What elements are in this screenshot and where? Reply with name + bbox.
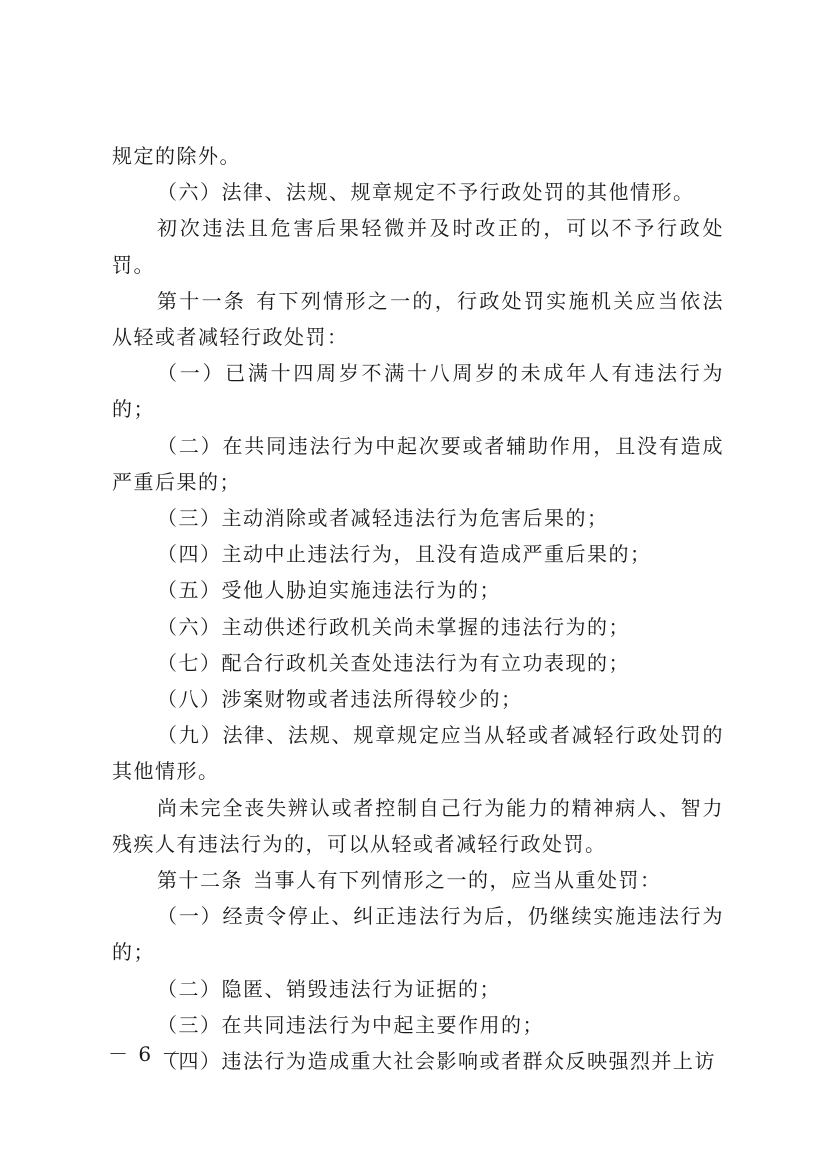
paragraph-first-offense: 初次违法且危害后果轻微并及时改正的，可以不予行政处罚。 bbox=[112, 216, 724, 277]
list-item-6: （六）法律、法规、规章规定不予行政处罚的其他情形。 bbox=[157, 180, 695, 205]
article-11-item-3: （三）主动消除或者减轻违法行为危害后果的； bbox=[157, 506, 609, 531]
article-12-text: 当事人有下列情形之一的，应当从重处罚： bbox=[253, 868, 662, 893]
article-11-heading: 第十一条 bbox=[157, 288, 247, 313]
article-11-item-4: （四）主动中止违法行为，且没有造成严重后果的； bbox=[157, 542, 652, 567]
article-12-item-2: （二）隐匿、销毁违法行为证据的； bbox=[157, 976, 501, 1001]
article-12-heading: 第十二条 bbox=[157, 868, 243, 893]
article-12-item-3: （三）在共同违法行为中起主要作用的； bbox=[157, 1012, 544, 1037]
article-11-item-8: （八）涉案财物或者违法所得较少的； bbox=[157, 687, 523, 712]
article-11-item-9: （九）法律、法规、规章规定应当从轻或者减轻行政处罚的其他情形。 bbox=[112, 723, 724, 784]
paragraph-continuation: 规定的除外。 bbox=[112, 144, 241, 168]
paragraph-mental-illness: 尚未完全丧失辨认或者控制自己行为能力的精神病人、智力残疾人有违法行为的，可以从轻或者减轻行政处罚。 bbox=[112, 795, 724, 856]
article-11-text: 有下列情形之一的，行政处罚实施机关应当依法从轻或者减轻行政处罚： bbox=[112, 288, 724, 350]
article-11 bbox=[112, 283, 724, 355]
article-12-item-4: （四）违法行为造成重大社会影响或者群众反映强烈并上访 bbox=[157, 1049, 716, 1074]
article-11-item-6: （六）主动供述行政机关尚未掌握的违法行为的； bbox=[157, 614, 630, 639]
article-11-item-2: （二）在共同违法行为中起次要或者辅助作用，且没有造成严重后果的； bbox=[112, 433, 724, 494]
article-11-item-5: （五）受他人胁迫实施违法行为的； bbox=[157, 578, 501, 603]
article-12 bbox=[112, 862, 724, 898]
document-body bbox=[112, 138, 724, 1079]
article-12-item-1: （一）经责令停止、纠正违法行为后，仍继续实施违法行为的； bbox=[112, 904, 724, 965]
page-number: － 6 － bbox=[108, 1042, 184, 1066]
article-11-item-7: （七）配合行政机关查处违法行为有立功表现的； bbox=[157, 650, 630, 675]
article-11-item-1: （一）已满十四周岁不满十八周岁的未成年人有违法行为的； bbox=[112, 361, 724, 422]
